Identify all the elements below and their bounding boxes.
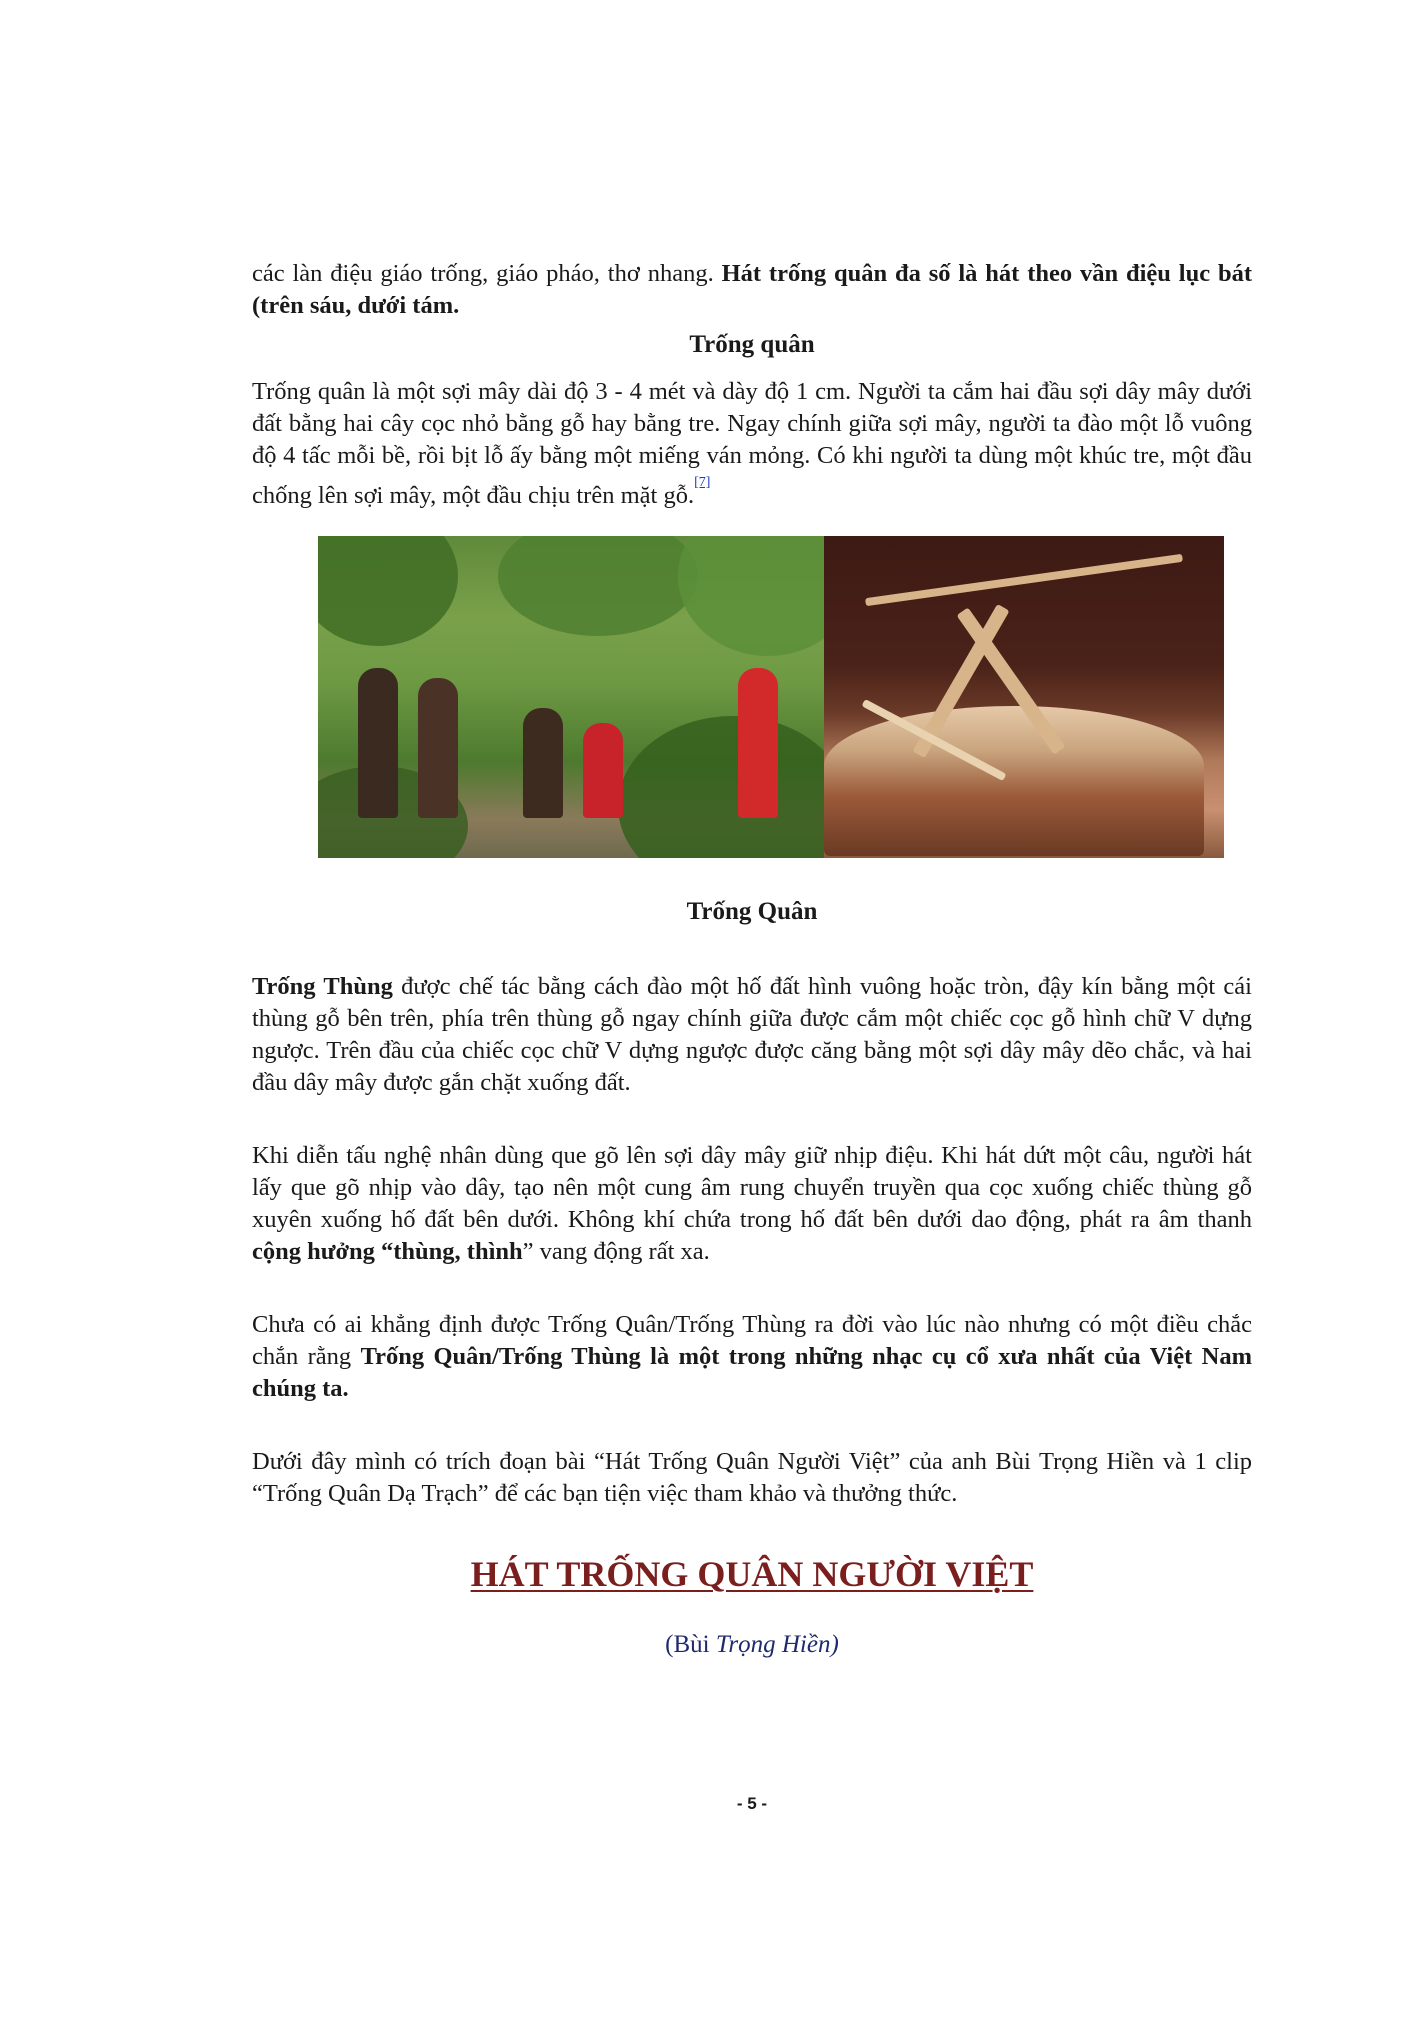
section-heading-trong-quan: Trống quân bbox=[689, 331, 815, 358]
text-run: Dưới đây mình có trích đoạn bài “Hát Trống Quân Người Việt” của anh Bùi Trọng Hiền và 1 clip “Trống Quân Dạ Trạch” để các bạn tiện việc tham khảo và thưởng thức. bbox=[252, 1448, 1252, 1507]
text-run: ” vang động rất xa. bbox=[522, 1238, 710, 1265]
foliage bbox=[498, 536, 698, 636]
paragraph-performance bbox=[252, 1140, 1252, 1268]
poem-author bbox=[252, 1631, 1252, 1659]
paragraph-trong-thung-construction bbox=[252, 971, 1252, 1099]
text-run: được chế tác bằng cách đào một hố đất hình vuông hoặc tròn, đậy kín bằng một cái thùng gỗ bên trên, phía trên thùng gỗ ngay chính giữa được cắm một chiếc cọc gỗ hình chữ V dựng ngược. Trên đầu của chiếc cọc chữ V dựng ngược được căng bằng một sợi dây mây dẽo chắc, và hai đầu dây mây được gắn chặt xuống đất. bbox=[252, 973, 1252, 1096]
text-run: Khi diễn tấu nghệ nhân dùng que gõ lên sợi dây mây giữ nhịp điệu. Khi hát dứt một câu, người hát lấy que gõ nhịp vào dây, tạo nên một cung âm rung chuyển truyền qua cọc xuống chiếc thùng gỗ xuyên xuống hố đất bên dưới. Không khí chứa trong hố đất bên dưới dao động, phát ra âm thanh bbox=[252, 1142, 1252, 1233]
paragraph-excerpt-intro bbox=[252, 1446, 1252, 1510]
image-caption: Trống Quân bbox=[686, 898, 818, 925]
drum-closeup-photo bbox=[824, 536, 1224, 858]
performers-in-garden-photo bbox=[318, 536, 824, 858]
author-italic: Trọng Hiền) bbox=[715, 1631, 839, 1658]
author-open: (Bùi bbox=[665, 1631, 716, 1658]
paragraph-origin bbox=[252, 1309, 1252, 1405]
wooden-drum bbox=[824, 706, 1204, 856]
page-number: - 5 - bbox=[736, 1794, 768, 1813]
rattan-string bbox=[865, 554, 1183, 606]
text-run: Trống quân là một sợi mây dài độ 3 - 4 mét và dày độ 1 cm. Người ta cắm hai đầu sợi dây mây dưới đất bằng hai cây cọc nhỏ bằng gỗ hay bằng tre. Ngay chính giữa sợi mây, người ta đào một lỗ vuông độ 4 tấc mỗi bề, rồi bịt lỗ ấy bằng một miếng ván mỏng. Có khi người ta dùng một khúc tre, một đầu chống lên sợi mây, một đầu chịu trên mặt gỗ. bbox=[252, 378, 1252, 510]
poem-title: HÁT TRỐNG QUÂN NGƯỜI VIỆT bbox=[470, 1554, 1034, 1594]
performer-figure bbox=[358, 668, 398, 818]
performer-figure bbox=[738, 668, 778, 818]
text-run: các làn điệu giáo trống, giáo pháo, thơ nhang. bbox=[252, 260, 722, 287]
bold-run: Trống Quân/Trống Thùng là một trong những nhạc cụ cổ xưa nhất của Việt Nam chúng ta. bbox=[252, 1343, 1252, 1402]
trong-quan-photo bbox=[318, 536, 1224, 858]
bold-run: cộng hưởng “thùng, thình bbox=[252, 1238, 523, 1265]
foliage bbox=[618, 716, 848, 858]
footnote-link[interactable]: [7] bbox=[694, 475, 711, 491]
performer-figure bbox=[523, 708, 563, 818]
bold-run: Hát trống quân đa số là hát theo vần điệu lục bát (trên sáu, dưới tám. bbox=[252, 260, 1253, 319]
paragraph-trong-quan-description bbox=[252, 376, 1252, 512]
paragraph-hat-trong-quan-lyrics bbox=[252, 258, 1252, 322]
performer-figure bbox=[418, 678, 458, 818]
text-run: Chưa có ai khẳng định được Trống Quân/Trống Thùng ra đời vào lúc nào nhưng có một điều chắc chắn rằng bbox=[252, 1311, 1252, 1370]
performer-figure bbox=[583, 723, 623, 818]
foliage bbox=[318, 536, 458, 646]
bold-run: Trống Thùng bbox=[252, 973, 393, 1000]
